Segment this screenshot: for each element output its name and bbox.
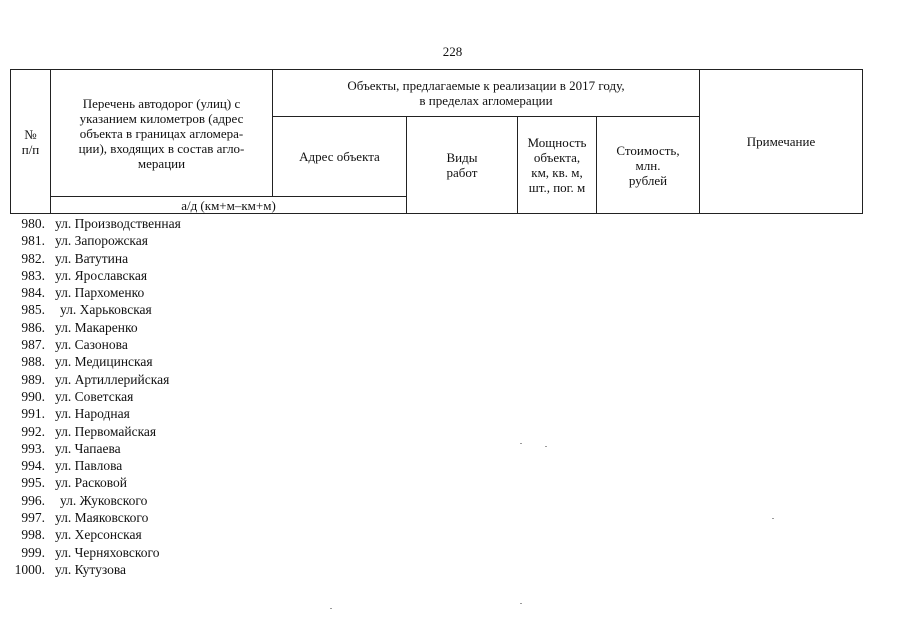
street-name: ул. Сазонова xyxy=(55,337,128,353)
street-name: ул. Ватутина xyxy=(55,250,129,266)
column-roads-subheader: а/д (км+м–км+м) xyxy=(50,196,407,214)
scan-speck xyxy=(772,518,774,519)
street-name: ул. Ярославская xyxy=(55,267,148,283)
list-item xyxy=(0,440,400,457)
list-item xyxy=(0,492,400,509)
row-number: 1000. xyxy=(14,561,45,577)
row-number: 994. xyxy=(21,458,45,474)
list-item xyxy=(0,474,400,491)
street-name: ул. Советская xyxy=(55,388,134,404)
column-number-header: № п/п xyxy=(10,69,50,214)
row-number: 981. xyxy=(21,233,45,249)
list-item xyxy=(0,561,400,578)
row-number: 992. xyxy=(21,423,45,439)
row-number: 989. xyxy=(21,371,45,387)
street-name: ул. Черняховского xyxy=(55,544,160,560)
street-name: ул. Медицинская xyxy=(55,354,153,370)
list-item xyxy=(0,301,400,318)
list-item xyxy=(0,336,400,353)
row-number: 982. xyxy=(21,250,45,266)
row-number: 985. xyxy=(21,302,45,318)
row-number: 998. xyxy=(21,527,45,543)
row-number: 999. xyxy=(21,544,45,560)
row-number: 990. xyxy=(21,388,45,404)
list-item xyxy=(0,423,400,440)
column-capacity-header: Мощность объекта, км, кв. м, шт., пог. м xyxy=(517,117,596,214)
street-name: ул. Жуковского xyxy=(60,492,148,508)
row-number: 984. xyxy=(21,285,45,301)
row-number: 993. xyxy=(21,440,45,456)
street-name: ул. Кутузова xyxy=(55,561,127,577)
row-number: 987. xyxy=(21,337,45,353)
row-number: 996. xyxy=(21,492,45,508)
street-name: ул. Павлова xyxy=(55,458,123,474)
row-number: 997. xyxy=(21,510,45,526)
list-item xyxy=(0,457,400,474)
column-note-header: Примечание xyxy=(699,69,863,214)
list-item xyxy=(0,371,400,388)
column-address-header: Адрес объекта xyxy=(272,117,407,196)
scan-speck xyxy=(520,443,522,444)
street-name: ул. Харьковская xyxy=(60,302,152,318)
column-roads-header: Перечень автодорог (улиц) с указанием километров (адрес объекта в границах агломера- ции), входящих в состав агло- мерации xyxy=(50,69,272,196)
page-number: 228 xyxy=(442,44,463,59)
row-number: 986. xyxy=(21,319,45,335)
row-number: 980. xyxy=(21,216,45,231)
street-name: ул. Артиллерийская xyxy=(55,371,170,387)
list-item xyxy=(0,232,400,249)
column-objects-group-header: Объекты, предлагаемые к реализации в 2017 году, в пределах агломерации xyxy=(272,69,699,117)
street-name: ул. Народная xyxy=(55,406,130,422)
column-works-header: Виды работ xyxy=(407,117,517,214)
row-number: 983. xyxy=(21,267,45,283)
list-item xyxy=(0,509,400,526)
list-item xyxy=(0,267,400,284)
street-name: ул. Маяковского xyxy=(55,510,149,526)
street-name: ул. Пархоменко xyxy=(55,285,145,301)
street-name: ул. Расковой xyxy=(55,475,128,491)
row-number: 991. xyxy=(21,406,45,422)
list-item xyxy=(0,388,400,405)
list-item xyxy=(0,405,400,422)
list-item xyxy=(0,284,400,301)
street-name: ул. Запорожская xyxy=(55,233,148,249)
row-number: 988. xyxy=(21,354,45,370)
street-list xyxy=(0,215,400,578)
street-name: ул. Первомайская xyxy=(55,423,157,439)
list-item xyxy=(0,526,400,543)
street-name: ул. Макаренко xyxy=(55,319,138,335)
row-number: 995. xyxy=(21,475,45,491)
column-cost-header: Стоимость, млн. рублей xyxy=(596,117,699,214)
list-item xyxy=(0,544,400,561)
list-item xyxy=(0,250,400,267)
street-name: ул. Чапаева xyxy=(55,440,121,456)
scan-speck xyxy=(330,608,332,609)
list-item xyxy=(0,353,400,370)
list-item xyxy=(0,319,400,336)
list-item xyxy=(0,215,400,232)
street-name: ул. Херсонская xyxy=(55,527,142,543)
street-name: ул. Производственная xyxy=(55,216,181,231)
scan-speck xyxy=(520,603,522,604)
table-header xyxy=(10,69,863,214)
scan-speck xyxy=(545,446,547,447)
